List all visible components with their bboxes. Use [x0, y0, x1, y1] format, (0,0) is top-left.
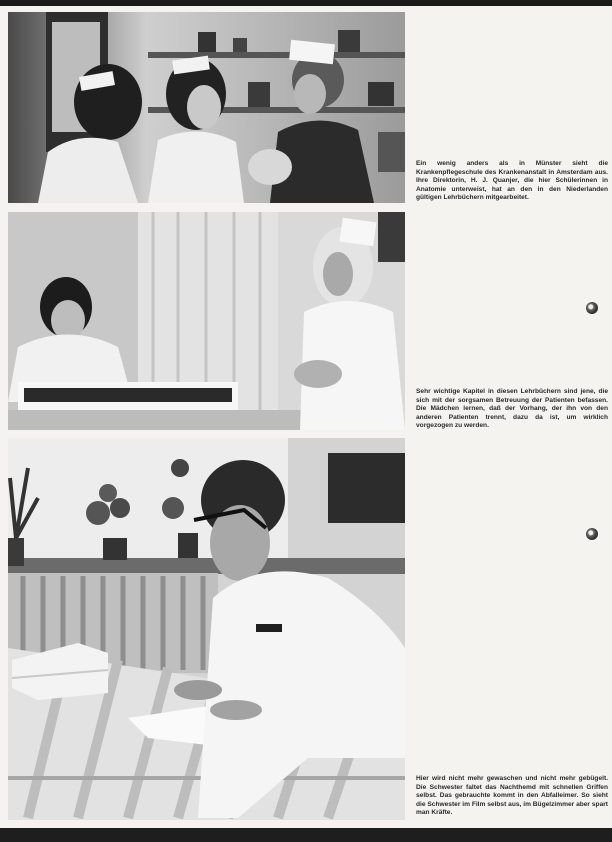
photo-patient-care	[8, 212, 405, 430]
photo-folding-linen	[8, 438, 405, 820]
caption-folding-linen: Hier wird nicht mehr gewaschen und nicht mehr gebügelt. Die Schwester faltet das Nachthemd mit schnellen Griffen selbst. Das gebrauchte kommt in den Abfalleimer. So sieht die Schwester im Film selbst aus, im Bügelzimmer aber spart man Kräfte.	[416, 775, 608, 817]
caption-patient-care: Sehr wichtige Kapitel in diesen Lehrbüchern sind jene, die sich mit der sorgsamen Betreuung der Patienten befassen. Die Mädchen lernen, daß der Vorhang, der ihn von den anderen Patienten trennt, dazu da ist, um wirklich vorgezogen zu werden.	[416, 388, 608, 430]
photo-anatomy-lesson	[8, 12, 405, 203]
binding-hole-mark	[586, 302, 598, 314]
top-rule	[0, 0, 612, 6]
caption-anatomy-lesson: Ein wenig anders als in Münster sieht die Krankenpflegeschule des Krankenanstalt in Amsterdam aus. Ihre Direktorin, H. J. Quanjer, die hier Schülerinnen in Anatomie unterweist, hat an den in den Niederlanden gültigen Lehrbüchern mitgearbeitet.	[416, 160, 608, 202]
bottom-rule	[0, 828, 612, 842]
binding-hole-mark	[586, 528, 598, 540]
